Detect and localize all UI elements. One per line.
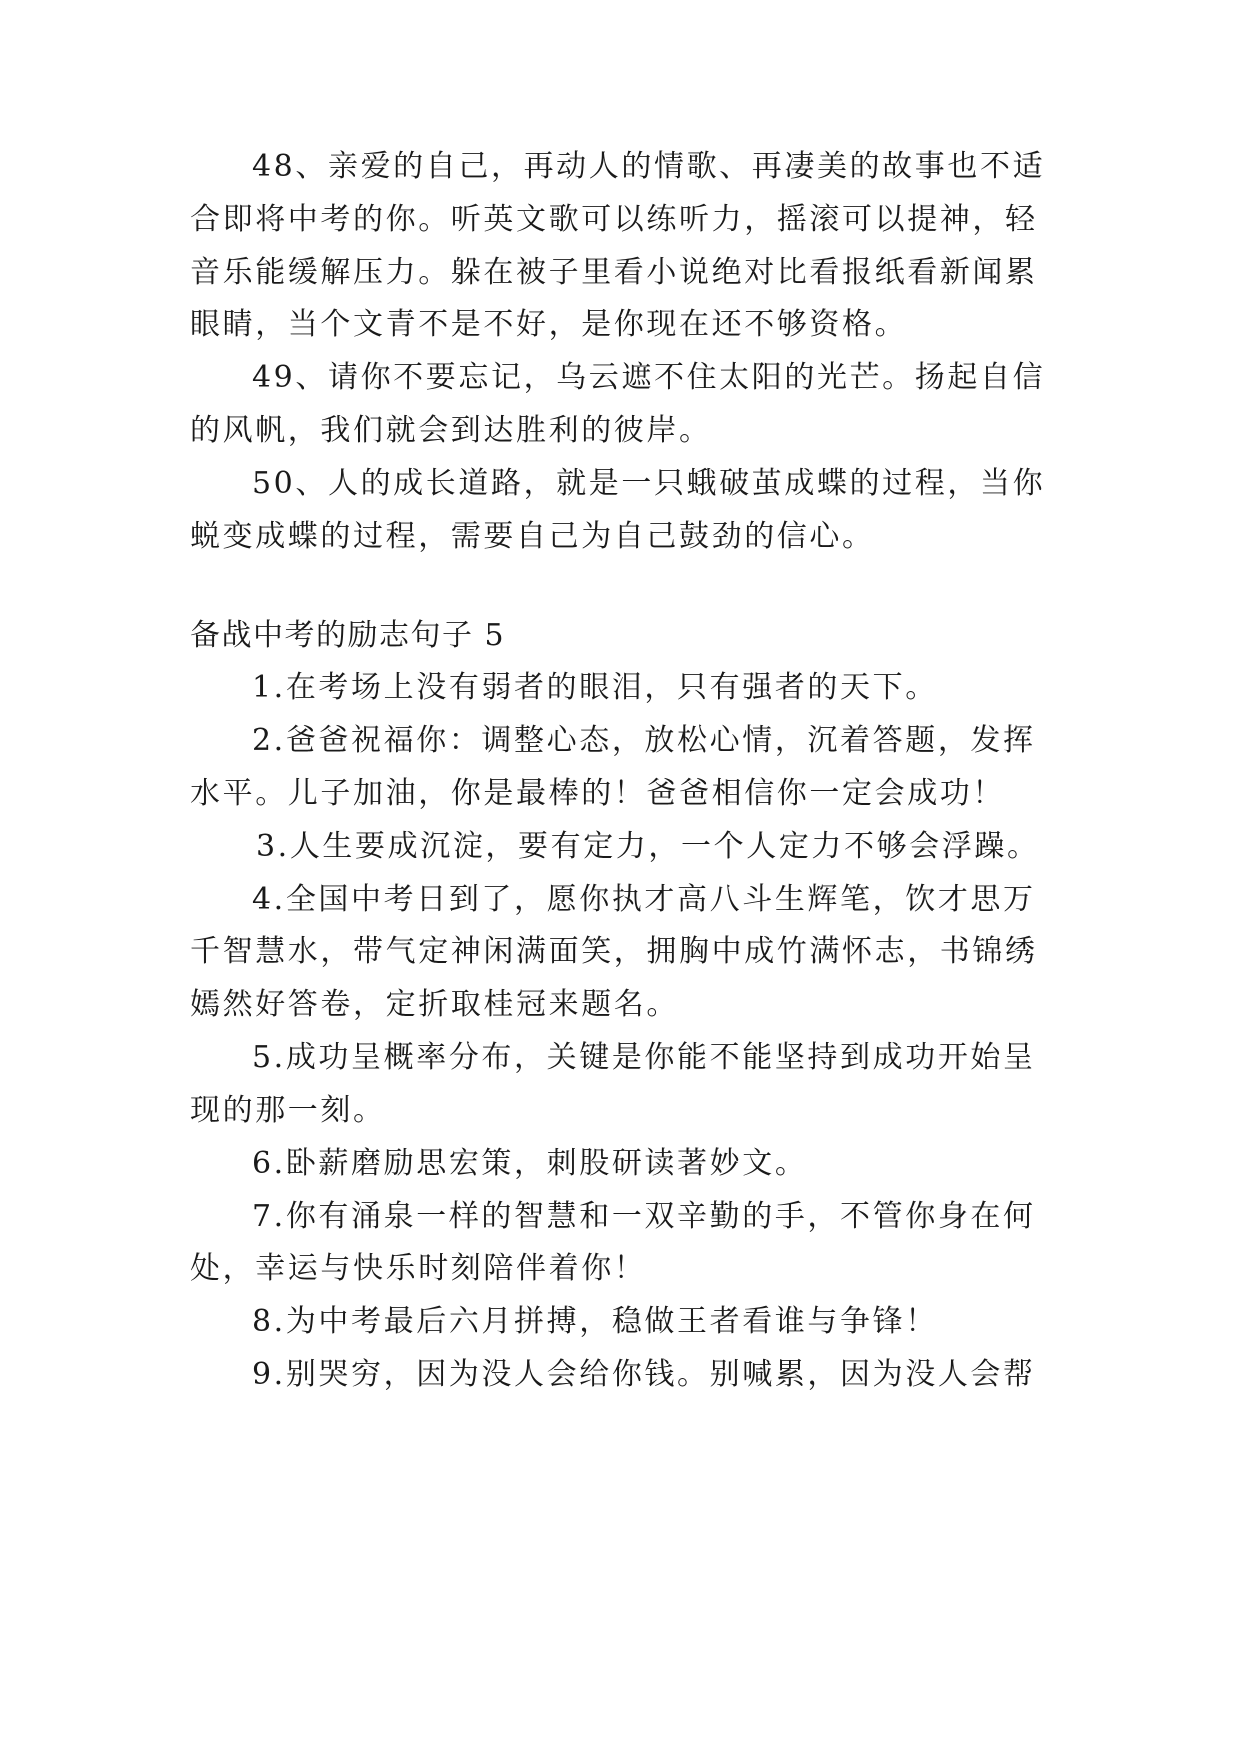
item-8-line-1: 8.为中考最后六月拼搏，稳做王者看谁与争锋！	[252, 1304, 938, 1339]
paragraph-49-line-2: 的风帆，我们就会到达胜利的彼岸。	[190, 413, 712, 448]
paragraph-49-line-1: 49、请你不要忘记，乌云遮不住太阳的光芒。扬起自信	[252, 360, 1046, 395]
paragraph-48-line-3: 音乐能缓解压力。躲在被子里看小说绝对比看报纸看新闻累	[190, 255, 1038, 290]
item-2-line-2: 水平。儿子加油，你是最棒的！爸爸相信你一定会成功！	[190, 776, 1005, 811]
item-4-line-3: 嫣然好答卷，定折取桂冠来题名。	[190, 987, 679, 1022]
paragraph-48-line-1: 48、亲爱的自己，再动人的情歌、再凄美的故事也不适	[252, 149, 1046, 184]
paragraph-48-line-4: 眼睛，当个文青不是不好，是你现在还不够资格。	[190, 307, 908, 342]
paragraph-50-line-2: 蜕变成蝶的过程，需要自己为自己鼓劲的信心。	[190, 519, 875, 554]
item-9-line-1: 9.别哭穷，因为没人会给你钱。别喊累，因为没人会帮	[252, 1357, 1036, 1392]
section-heading: 备战中考的励志句子 5	[190, 618, 506, 653]
item-3-line-1: 3.人生要成沉淀，要有定力，一个人定力不够会浮躁。	[256, 829, 1040, 864]
paragraph-48-line-2: 合即将中考的你。听英文歌可以练听力，摇滚可以提神，轻	[190, 202, 1038, 237]
item-5-line-1: 5.成功呈概率分布，关键是你能不能坚持到成功开始呈	[252, 1040, 1036, 1075]
item-4-line-1: 4.全国中考日到了，愿你执才高八斗生辉笔，饮才思万	[252, 882, 1036, 917]
item-4-line-2: 千智慧水，带气定神闲满面笑，拥胸中成竹满怀志，书锦绣	[190, 934, 1038, 969]
item-2-line-1: 2.爸爸祝福你：调整心态，放松心情，沉着答题，发挥	[252, 723, 1036, 758]
item-1-line-1: 1.在考场上没有弱者的眼泪，只有强者的天下。	[252, 670, 938, 705]
item-5-line-2: 现的那一刻。	[190, 1093, 386, 1128]
item-7-line-1: 7.你有涌泉一样的智慧和一双辛勤的手，不管你身在何	[252, 1199, 1036, 1234]
item-6-line-1: 6.卧薪磨励思宏策，刺股研读著妙文。	[252, 1146, 808, 1181]
paragraph-50-line-1: 50、人的成长道路，就是一只蛾破茧成蝶的过程，当你	[252, 466, 1046, 501]
item-7-line-2: 处，幸运与快乐时刻陪伴着你！	[190, 1251, 647, 1286]
